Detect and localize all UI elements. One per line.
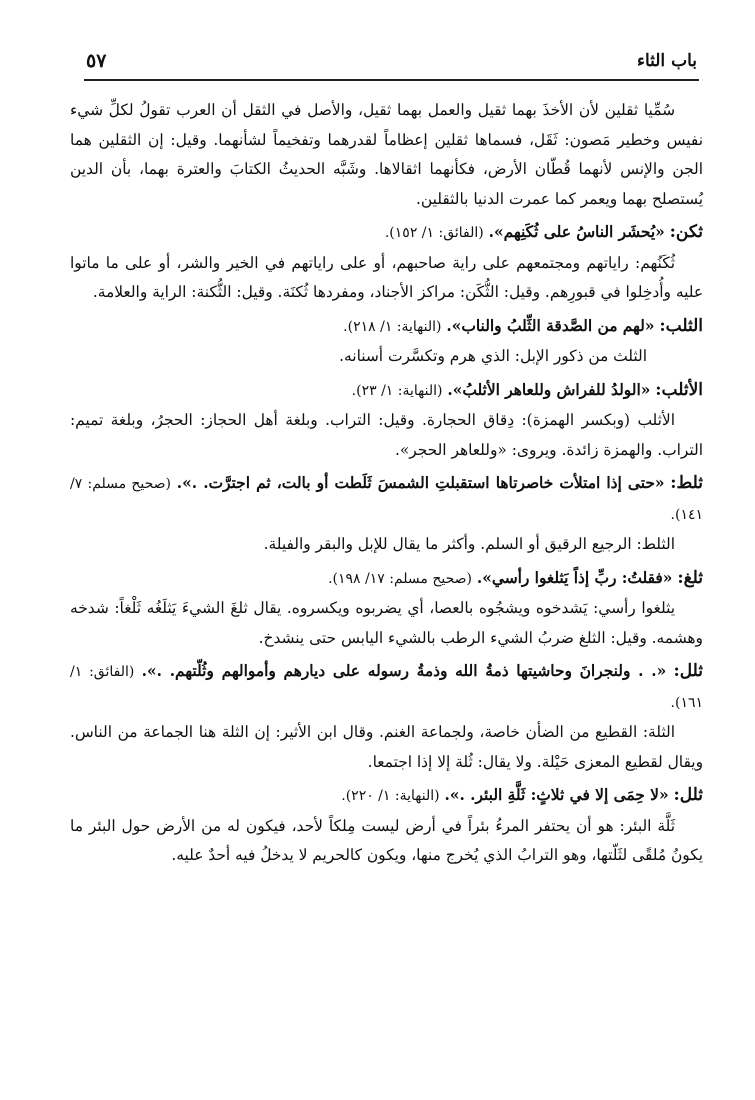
entry-heading [70,376,703,407]
entry-paragraph: الأثلب (وبكسر الهمزة): دِقاق الحجارة. وقيل: التراب. وبلغة أهل الحجاز: الحجرُ، وبلغة تميم: التراب. والهمزة زائدة. ويروى: «وللعاهر الحجر». [70,411,703,459]
headword: الثلب: [659,315,703,336]
page-body [70,96,703,871]
entry-paragraph: ثُكَنُهم: راياتهم ومجتمعهم على راية صاحبهم، أو على راياتهم في الخير والشر، أو على ما ماتوا عليه وأُدخِلوا في قبورِهم. وقيل: الثُّكَن: مراكز الأجناد، ومفردها ثُكنَة. وقيل: الثُّكنة: الراية والعلامة. [70,253,703,301]
entry-heading [70,657,703,718]
entry-paragraph: الثلة: القطيع من الضأن خاصة، ولجماعة الغنم. وقال ابن الأثير: إن الثلة هنا الجماعة من الناس. ويقال لقطيع المعزى حَيْلة. ولا يقال: ثُلة إلا إذا اجتمعا. [70,723,703,771]
entry-paragraph: الثلث من ذكور الإبل: الذي هرم وتكسَّرت أسنانه. [339,347,647,365]
hadith-quote: «يُحشَر الناسُ على ثُكَنِهم». [488,223,665,241]
page-header [84,42,699,82]
entry-heading [70,218,703,249]
source-reference: (صحيح مسلم: ١٧/ ١٩٨). [328,570,472,587]
entry-paragraph: ثَلَّة البئر: هو أن يحتفر المرءُ بئراً في أرض ليست مِلكاً لأحد، فيكون له من الأرض حول البئر ما يكونُ مُلقًى لثَلّتها، وهو الترابُ الذي يُخرج منها، ويكون كالحريم لا يدخلُ فيه أحدٌ عليه. [70,816,703,864]
headword: ثكن: [669,222,703,242]
source-reference: (صحيح مسلم: ٧/ ١٤١). [70,476,703,523]
hadith-quote: «. . ولنجرانَ وحاشيتها ذمةُ الله وذمةُ رسوله على ديارهم وأموالهم وثُلّتهم. .». [141,662,667,680]
headword: ثلغ: [677,567,703,588]
page-number: ٥٧ [86,50,107,72]
hadith-quote: «لهم من الصَّدقة الثِّلبُ والناب». [446,316,655,335]
source-reference: (النهاية: ١/ ٢٢٠). [341,788,440,804]
entry-heading [70,781,703,812]
source-reference: (الفائق: ١/ ١٥٢). [384,225,484,241]
entry-heading [70,469,703,530]
entry-paragraph: سُمِّيا ثقلين لأن الأخذَ بهما ثقيل والعمل بهما ثقيل، والأصل في الثقل أن العرب تقولُ لكلِّ شيء نفيس وخطير مَصون: ثَقَل، فسماها ثقلين إعظاماً لقدرهما وتفخيماً لشأنهما. وقيل: إن الثقلين هما الجن والإنس لأنهما قُطّان الأرض، فكأنهما اثقالاها. وشَبَّه الحديثُ الكتابَ والعترة بهما، بأن الدين يُستصلح بهما ويعمر كما عمرت الدنيا بالثقلين. [70,101,703,208]
headword: ثلل: [673,661,703,681]
source-reference: (النهاية: ١/ ٢١٨). [343,318,442,335]
entry-heading [70,312,703,343]
headword: ثلل: [673,785,703,805]
entry-paragraph: الثلط: الرجيع الرقيق أو السلم. وأكثر ما يقال للإبل والبقر والفيلة. [263,535,675,553]
hadith-quote: «فقلتُ: ربِّ إذاً يَثلغوا رأسي». [476,568,673,587]
source-reference: (النهاية: ١/ ٢٣). [351,382,443,399]
source-reference: (الفائق: ١/ ١٦١). [70,664,703,711]
hadith-quote: «الولدُ للفراش وللعاهر الأثلبُ». [447,380,651,399]
hadith-quote: «حتى إذا امتلأت خاصرتاها استقبلتِ الشمسَ ثَلَطت أو بالت، ثم اجترَّت. .». [176,474,665,492]
entry-paragraph: يثلغوا رأسي: يَشدخوه ويشجُوه بالعصا، أي يضربوه ويكسروه. يقال ثلغَ الشيءَ يَثلَغُه ثَلْغاً: شدخه وهشمه. وقيل: الثلغ ضربُ الشيء الرطب بالشيء اليابس حتى ينشدخ. [70,599,703,647]
entry-heading [70,564,703,595]
hadith-quote: «لا حِمَى إلا في ثلاثٍ: ثَلَّةِ البئر. .». [444,786,669,804]
headword: ثلط: [670,473,703,493]
header-rule [84,79,699,81]
chapter-title: باب الثاء [636,51,697,71]
headword: الأثلب: [655,379,703,400]
